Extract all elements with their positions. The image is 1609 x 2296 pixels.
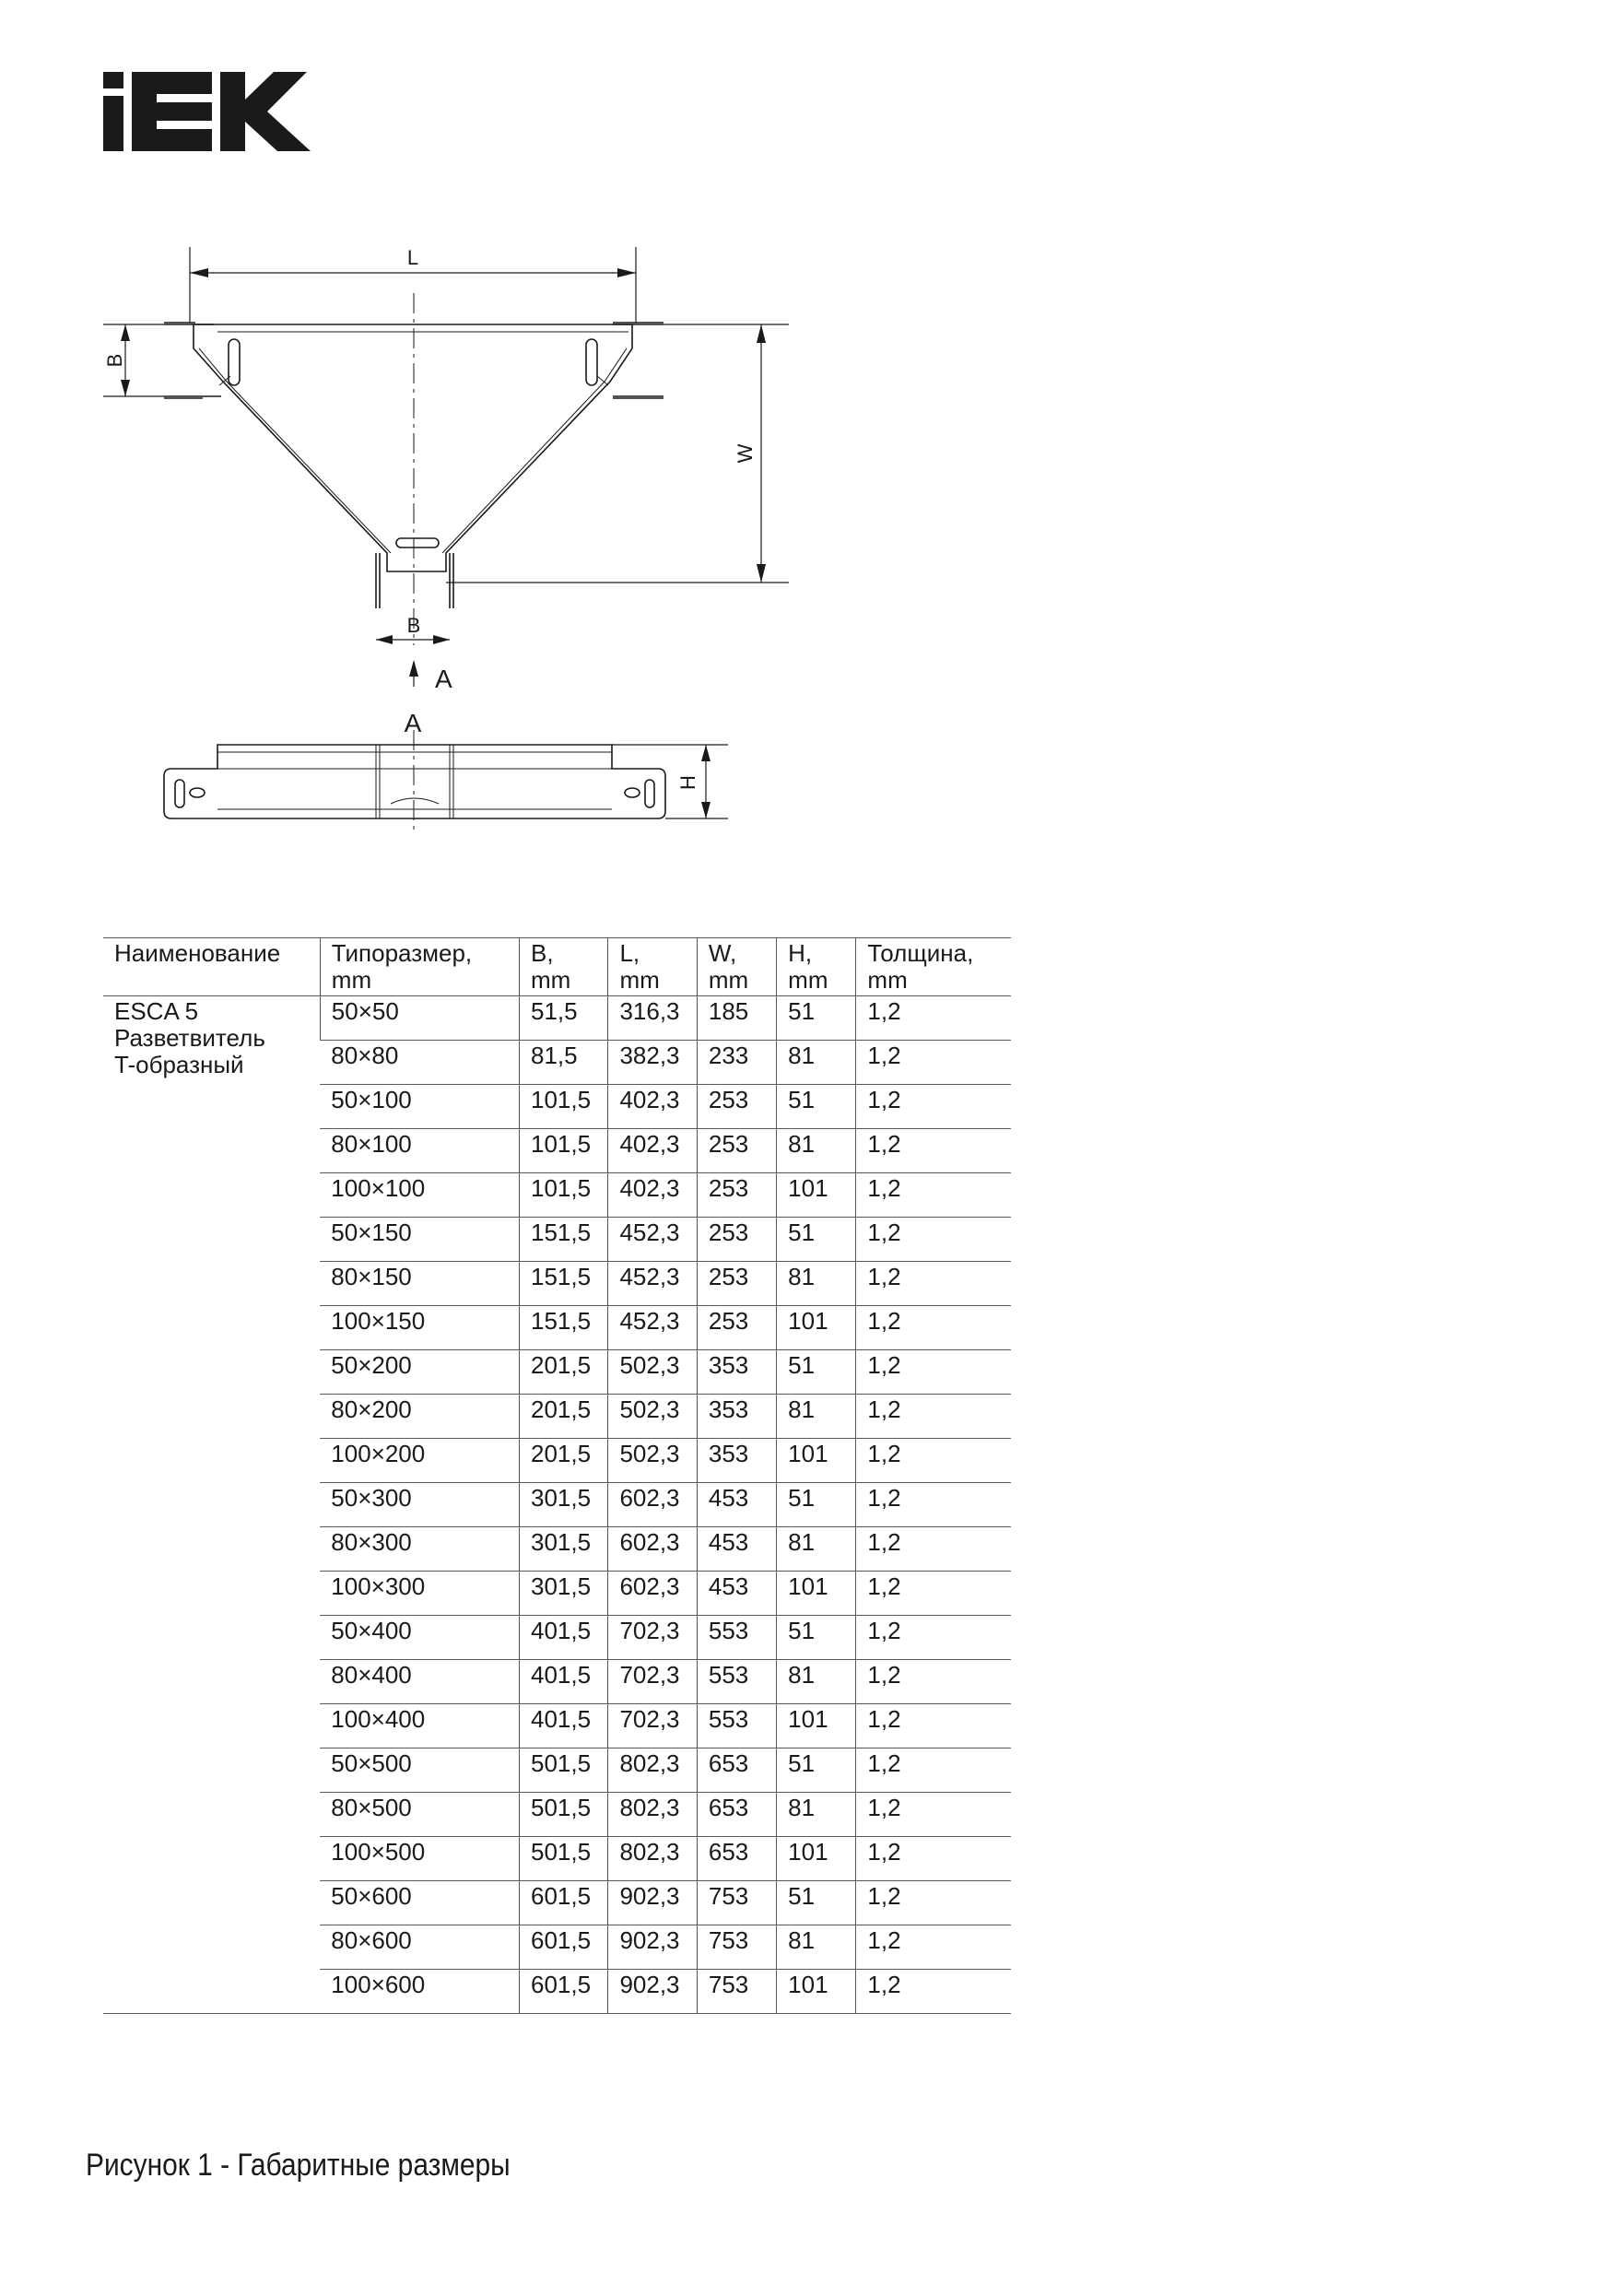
cell-b: 101,5 [520,1173,608,1218]
header-type: Типоразмер, mm [320,938,519,996]
cell-t: 1,2 [856,1616,1011,1660]
cell-t: 1,2 [856,1306,1011,1350]
cell-b: 101,5 [520,1085,608,1129]
cell-t: 1,2 [856,1925,1011,1970]
label-view-title-A: A [404,709,422,737]
cell-h: 101 [777,1306,856,1350]
cell-l: 452,3 [608,1218,697,1262]
cell-l: 452,3 [608,1306,697,1350]
cell-l: 802,3 [608,1748,697,1793]
cell-l: 602,3 [608,1527,697,1572]
cell-l: 802,3 [608,1837,697,1881]
cell-type: 50×500 [320,1748,519,1793]
cell-l: 502,3 [608,1439,697,1483]
cell-w: 653 [697,1793,776,1837]
cell-type: 50×150 [320,1218,519,1262]
cell-w: 453 [697,1527,776,1572]
cell-w: 553 [697,1704,776,1748]
cell-type: 80×300 [320,1527,519,1572]
cell-b: 401,5 [520,1704,608,1748]
label-L: L [406,246,419,269]
header-name: Наименование [103,938,320,996]
cell-h: 81 [777,1527,856,1572]
cell-w: 233 [697,1041,776,1085]
cell-type: 100×200 [320,1439,519,1483]
cell-w: 353 [697,1439,776,1483]
cell-type: 80×80 [320,1041,519,1085]
cell-t: 1,2 [856,1704,1011,1748]
cell-type: 50×300 [320,1483,519,1527]
cell-b: 501,5 [520,1837,608,1881]
cell-h: 101 [777,1572,856,1616]
cell-l: 802,3 [608,1793,697,1837]
cell-w: 253 [697,1262,776,1306]
cell-type: 80×400 [320,1660,519,1704]
cell-type: 50×100 [320,1085,519,1129]
cell-w: 185 [697,996,776,1041]
cell-l: 402,3 [608,1129,697,1173]
mounting-slot [175,780,184,807]
cell-b: 151,5 [520,1262,608,1306]
cell-b: 601,5 [520,1970,608,2014]
cell-h: 51 [777,1483,856,1527]
cell-w: 653 [697,1748,776,1793]
mounting-slot [229,339,240,385]
header-w: W, mm [697,938,776,996]
cell-type: 80×500 [320,1793,519,1837]
header-b: B, mm [520,938,608,996]
cell-l: 502,3 [608,1350,697,1395]
product-name-cell: ESCA 5 Разветвитель T-образный [103,996,320,2014]
cell-b: 51,5 [520,996,608,1041]
cell-l: 702,3 [608,1660,697,1704]
cell-w: 553 [697,1616,776,1660]
cell-b: 301,5 [520,1527,608,1572]
cell-type: 100×300 [320,1572,519,1616]
cell-h: 51 [777,1218,856,1262]
cell-t: 1,2 [856,1395,1011,1439]
label-H: H [675,775,699,790]
label-B-side: B [102,353,126,368]
cell-t: 1,2 [856,1660,1011,1704]
cell-t: 1,2 [856,1793,1011,1837]
cell-type: 100×400 [320,1704,519,1748]
cell-w: 753 [697,1970,776,2014]
cell-w: 453 [697,1572,776,1616]
cell-t: 1,2 [856,1837,1011,1881]
cell-b: 301,5 [520,1572,608,1616]
cell-t: 1,2 [856,1748,1011,1793]
cell-l: 452,3 [608,1262,697,1306]
cell-h: 81 [777,1925,856,1970]
cell-h: 51 [777,1616,856,1660]
cell-t: 1,2 [856,1085,1011,1129]
cell-l: 402,3 [608,1173,697,1218]
side-view-outline [164,745,665,818]
cell-h: 81 [777,1793,856,1837]
cell-l: 316,3 [608,996,697,1041]
cell-type: 80×100 [320,1129,519,1173]
cell-t: 1,2 [856,1173,1011,1218]
header-thickness: Толщина, mm [856,938,1011,996]
cell-t: 1,2 [856,1350,1011,1395]
cell-t: 1,2 [856,1041,1011,1085]
mounting-slot [586,339,597,385]
cell-t: 1,2 [856,1881,1011,1925]
tee-body-outline [194,324,632,571]
cell-t: 1,2 [856,1129,1011,1173]
cell-l: 902,3 [608,1881,697,1925]
cell-t: 1,2 [856,1483,1011,1527]
label-B-bottom: B [406,614,421,637]
cell-w: 253 [697,1085,776,1129]
cell-w: 553 [697,1660,776,1704]
cell-t: 1,2 [856,1262,1011,1306]
cell-h: 81 [777,1129,856,1173]
cell-h: 101 [777,1970,856,2014]
cell-b: 151,5 [520,1306,608,1350]
cell-l: 382,3 [608,1041,697,1085]
cell-l: 602,3 [608,1572,697,1616]
table-row [103,996,1011,1041]
cell-w: 653 [697,1837,776,1881]
label-view-arrow-A: A [435,665,452,693]
cell-l: 402,3 [608,1085,697,1129]
cell-h: 81 [777,1041,856,1085]
cell-b: 101,5 [520,1129,608,1173]
cell-w: 453 [697,1483,776,1527]
cell-h: 51 [777,1748,856,1793]
cell-b: 401,5 [520,1660,608,1704]
cell-h: 51 [777,1881,856,1925]
cell-t: 1,2 [856,1572,1011,1616]
cell-l: 902,3 [608,1925,697,1970]
cell-type: 100×100 [320,1173,519,1218]
cell-type: 100×150 [320,1306,519,1350]
label-W: W [733,443,757,464]
cell-type: 50×600 [320,1881,519,1925]
cell-h: 51 [777,1350,856,1395]
cell-t: 1,2 [856,1527,1011,1572]
cell-b: 401,5 [520,1616,608,1660]
cell-b: 81,5 [520,1041,608,1085]
header-l: L, mm [608,938,697,996]
cell-b: 301,5 [520,1483,608,1527]
cell-b: 501,5 [520,1793,608,1837]
cell-t: 1,2 [856,1970,1011,2014]
cell-w: 753 [697,1925,776,1970]
cell-type: 80×600 [320,1925,519,1970]
cell-b: 201,5 [520,1395,608,1439]
cell-w: 253 [697,1173,776,1218]
cell-h: 81 [777,1395,856,1439]
mounting-slot [396,538,439,548]
cell-type: 80×200 [320,1395,519,1439]
cell-w: 253 [697,1218,776,1262]
header-h: H, mm [777,938,856,996]
cell-l: 702,3 [608,1616,697,1660]
cell-h: 51 [777,996,856,1041]
cell-b: 201,5 [520,1439,608,1483]
cell-h: 81 [777,1660,856,1704]
cell-type: 80×150 [320,1262,519,1306]
cell-l: 902,3 [608,1970,697,2014]
mounting-slot [645,780,654,807]
cell-b: 601,5 [520,1925,608,1970]
cell-w: 353 [697,1350,776,1395]
cell-t: 1,2 [856,996,1011,1041]
cell-h: 101 [777,1439,856,1483]
cell-w: 753 [697,1881,776,1925]
cell-w: 253 [697,1129,776,1173]
cell-b: 501,5 [520,1748,608,1793]
dimensions-table [103,937,1011,2014]
cell-l: 502,3 [608,1395,697,1439]
cell-h: 101 [777,1704,856,1748]
cell-b: 601,5 [520,1881,608,1925]
figure-caption: Рисунок 1 - Габаритные размеры [86,2148,511,2183]
technical-drawing [0,0,1609,885]
cell-l: 702,3 [608,1704,697,1748]
cell-b: 151,5 [520,1218,608,1262]
cell-type: 50×200 [320,1350,519,1395]
cell-t: 1,2 [856,1439,1011,1483]
cell-b: 201,5 [520,1350,608,1395]
cell-l: 602,3 [608,1483,697,1527]
table-header-row [103,938,1011,996]
cell-type: 50×400 [320,1616,519,1660]
cell-w: 353 [697,1395,776,1439]
cell-w: 253 [697,1306,776,1350]
cell-h: 101 [777,1837,856,1881]
cell-h: 81 [777,1262,856,1306]
cell-h: 51 [777,1085,856,1129]
cell-type: 50×50 [320,996,519,1041]
cell-type: 100×500 [320,1837,519,1881]
cell-type: 100×600 [320,1970,519,2014]
cell-t: 1,2 [856,1218,1011,1262]
cell-h: 101 [777,1173,856,1218]
